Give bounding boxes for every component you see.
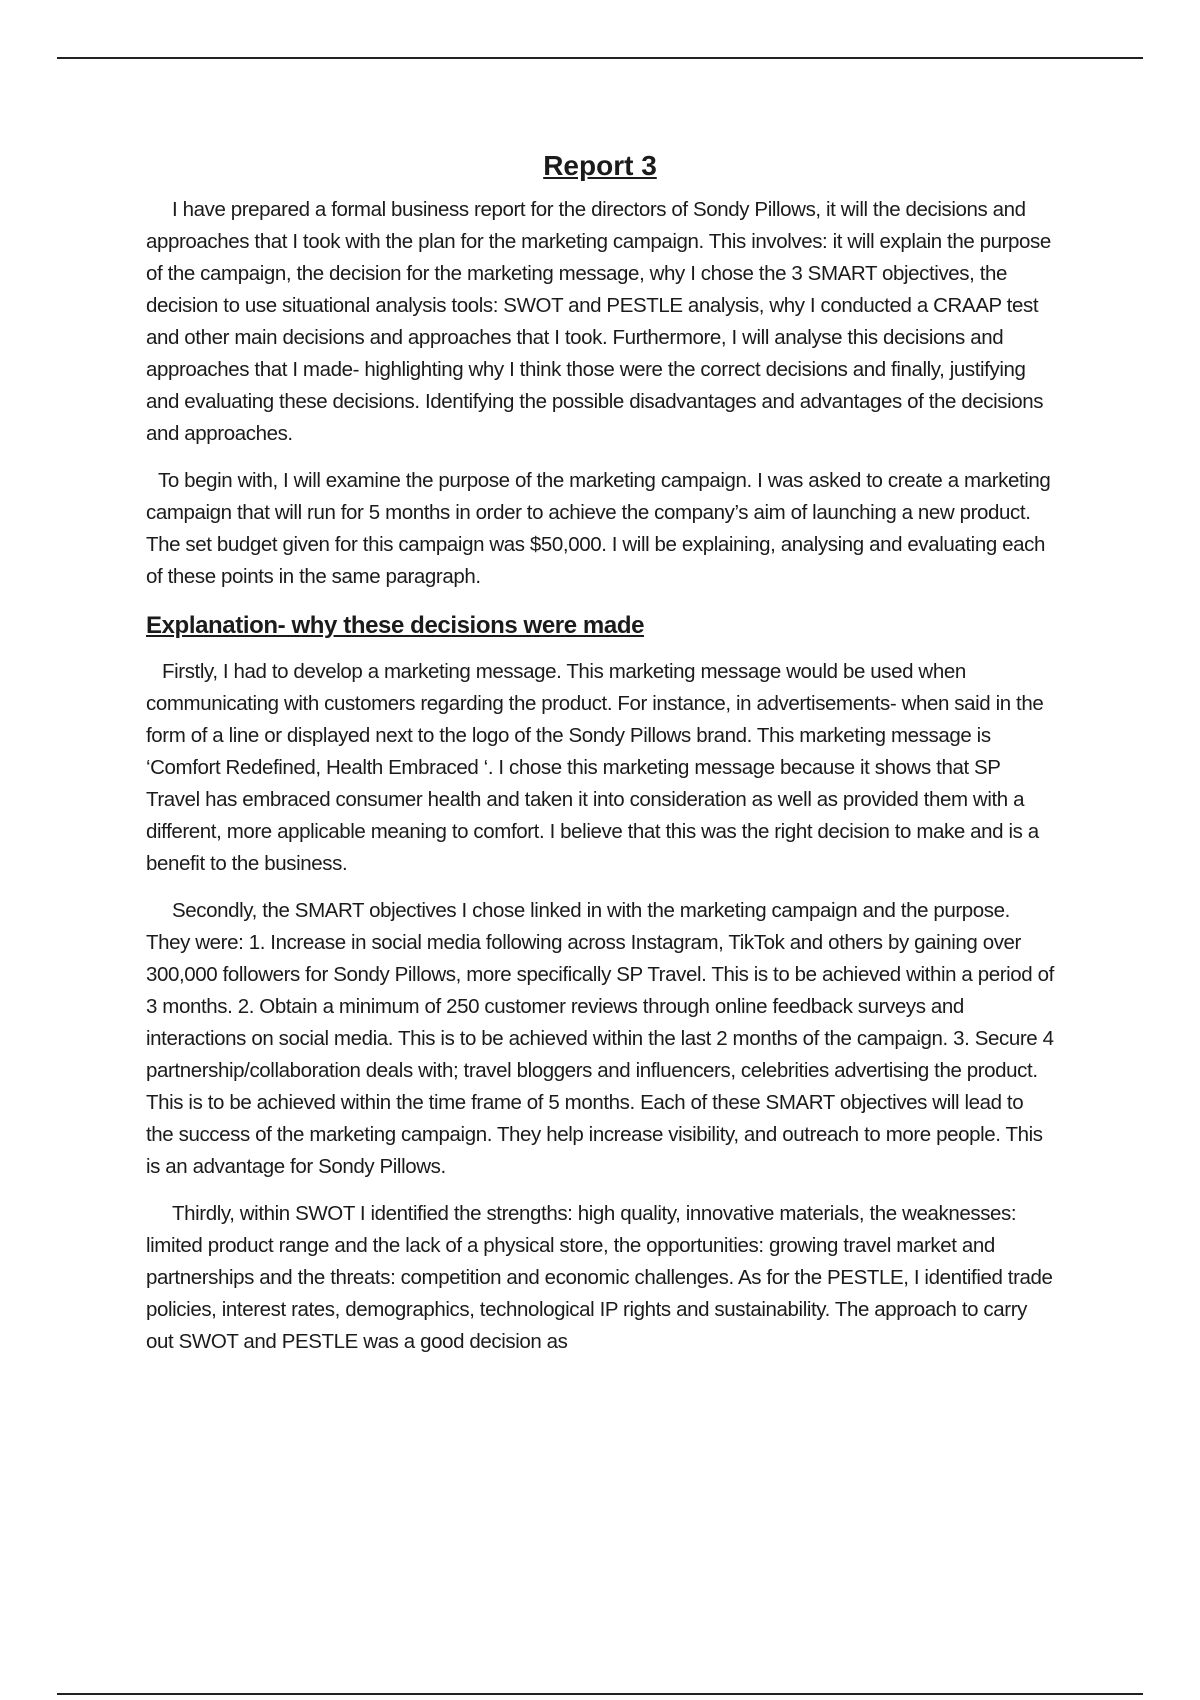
purpose-paragraph: To begin with, I will examine the purpose of the marketing campaign. I was asked to create a marketing campaign that will run for 5 months in order to achieve the company’s aim of launching a new product. The set budget given for this campaign was $50,000. I will be explaining, analysing and evaluating each of these points in the same paragraph.: [146, 469, 1051, 588]
document-body: [146, 148, 1054, 1373]
section-heading: Explanation- why these decisions were made: [146, 612, 645, 639]
intro-paragraph: I have prepared a formal business report for the directors of Sondy Pillows, it will the decisions and approaches that I took with the plan for the marketing campaign. This involves: it will explain the purpose of the campaign, the decision for the marketing message, why I chose the 3 SMART objectives, the decision to use situational analysis tools: SWOT and PESTLE analysis, why I conducted a CRAAP test and other main decisions and approaches that I took. Furthermore, I will analyse this decisions and approaches that I made- highlighting why I think those were the correct decisions and finally, justifying and evaluating these decisions. Identifying the possible disadvantages and advantages of the decisions and approaches.: [146, 198, 1051, 445]
swot-pestle-paragraph: Thirdly, within SWOT I identified the strengths: high quality, innovative materials, the weaknesses: limited product range and the lack of a physical store, the opportunities: growing travel market and partnerships and the threats: competition and economic challenges. As for the PESTLE, I identified trade policies, interest rates, demographics, technological IP rights and sustainability. The approach to carry out SWOT and PESTLE was a good decision as: [146, 1202, 1053, 1353]
document-title: Report 3: [543, 150, 657, 181]
top-rule: [57, 57, 1143, 59]
marketing-message-paragraph: Firstly, I had to develop a marketing message. This marketing message would be used when communicating with customers regarding the product. For instance, in advertisements- when said in the form of a line or displayed next to the logo of the Sondy Pillows brand. This marketing message is ‘Comfort Redefined, Health Embraced ‘. I chose this marketing message because it shows that SP Travel has embraced consumer health and taken it into consideration as well as provided them with a different, more applicable meaning to comfort. I believe that this was the right decision to make and is a benefit to the business.: [146, 660, 1044, 875]
smart-objectives-paragraph: Secondly, the SMART objectives I chose linked in with the marketing campaign and the purpose. They were: 1. Increase in social media following across Instagram, TikTok and others by gaining over 300,000 followers for Sondy Pillows, more specifically SP Travel. This is to be achieved within a period of 3 months. 2. Obtain a minimum of 250 customer reviews through online feedback surveys and interactions on social media. This is to be achieved within the last 2 months of the campaign. 3. Secure 4 partnership/collaboration deals with; travel bloggers and influencers, celebrities advertising the product. This is to be achieved within the time frame of 5 months. Each of these SMART objectives will lead to the success of the marketing campaign. They help increase visibility, and outreach to more people. This is an advantage for Sondy Pillows.: [146, 899, 1054, 1178]
bottom-rule: [57, 1693, 1143, 1695]
